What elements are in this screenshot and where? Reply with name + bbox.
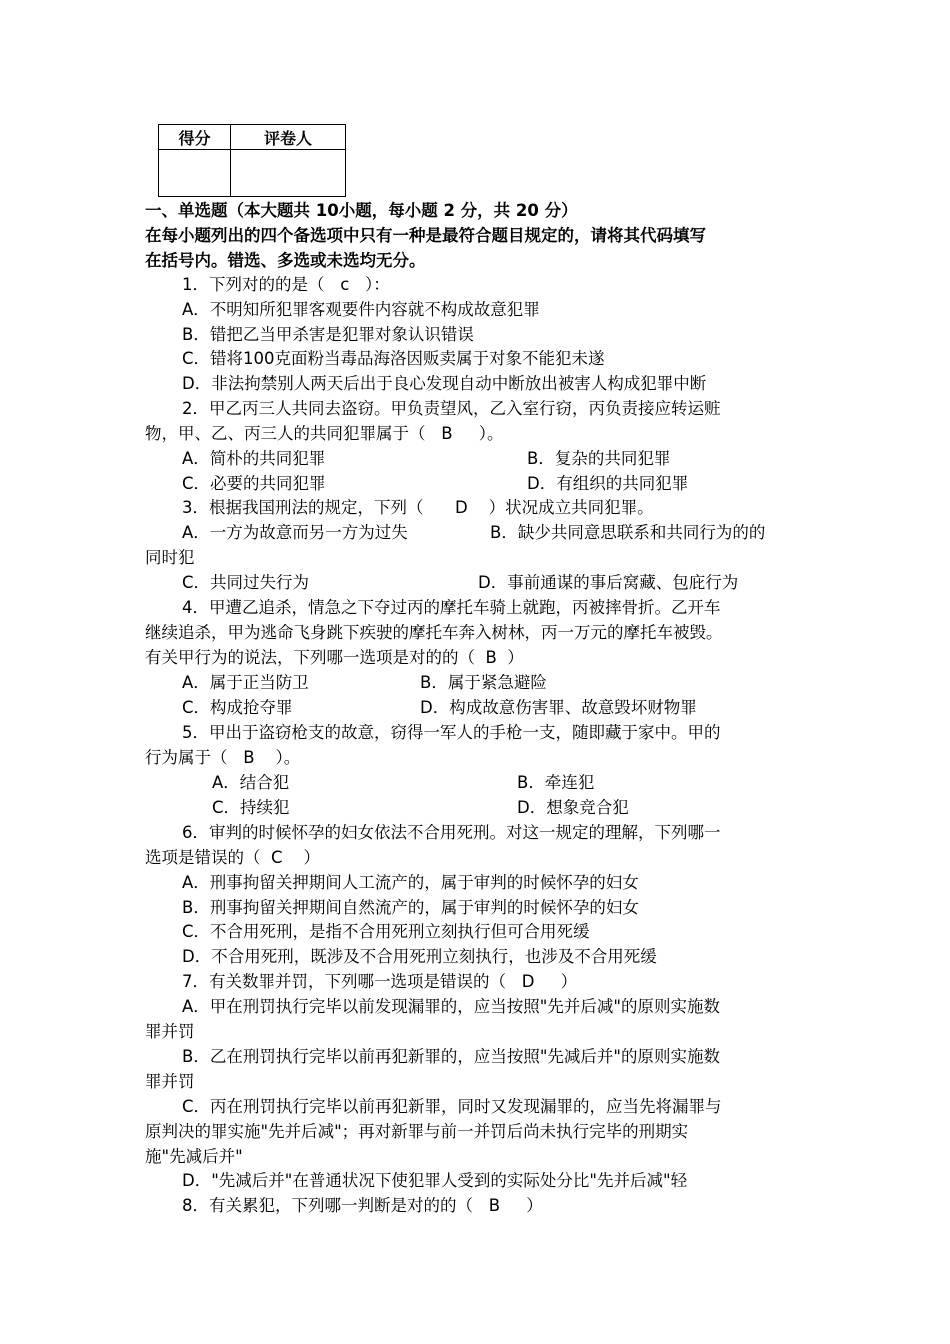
question-8: 8．有关累犯，下列哪一判断是对的的（ B ） (182, 1196, 543, 1215)
question-6: 6．审判的时候怀孕的妇女依法不合用死刑。对这一规定的理解，下列哪一 (182, 823, 721, 842)
option-3d: D．事前通谋的事后窝藏、包庇行为 (478, 573, 739, 592)
option-3c: C．共同过失行为 (182, 573, 310, 592)
option-1a: A．不明知所犯罪客观要件内容就不构成故意犯罪 (182, 300, 540, 319)
option-2c: C．必要的共同犯罪 (182, 474, 326, 493)
question-5: 5．甲出于盗窃枪支的故意，窃得一军人的手枪一支，随即藏于家中。甲的 (182, 723, 721, 742)
question-4-cont: 继续追杀，甲为逃命飞身跳下疾驶的摩托车奔入树林，丙一万元的摩托车被毁。 (145, 623, 723, 642)
option-7c-cont: 原判决的罪实施"先并后减"；再对新罪与前一并罚后尚未执行完毕的刑期实 (145, 1122, 689, 1141)
option-5b: B．牵连犯 (517, 773, 595, 792)
section-instruction: 在括号内。错选、多选或未选均无分。 (145, 251, 426, 270)
option-2b: B．复杂的共同犯罪 (527, 449, 671, 468)
option-2d: D．有组织的共同犯罪 (527, 474, 689, 493)
section-instruction: 在每小题列出的四个备选项中只有一种是最符合题目规定的，请将其代码填写 (145, 226, 706, 245)
question-5-cont: 行为属于（ B ）。 (145, 748, 301, 767)
option-4a: A．属于正当防卫 (182, 673, 309, 692)
question-3: 3．根据我国刑法的规定，下列（ D ）状况成立共同犯罪。 (182, 498, 654, 517)
grader-cell[interactable] (231, 150, 346, 197)
option-7c: C．丙在刑罚执行完毕以前再犯新罪，同时又发现漏罪的，应当先将漏罪与 (182, 1097, 722, 1116)
question-1: 1．下列对的的是（ c ）： (182, 275, 390, 294)
option-4d: D．构成故意伤害罪、故意毁坏财物罪 (420, 698, 697, 717)
option-6d: D．不合用死刑，既涉及不合用死刑立刻执行，也涉及不合用死缓 (182, 947, 657, 966)
option-6c: C．不合用死刑，是指不合用死刑立刻执行但可合用死缓 (182, 922, 590, 941)
option-3b: B．缺少共同意思联系和共同行为的的 (490, 523, 766, 542)
option-1c: C．错将100克面粉当毒品海洛因贩卖属于对象不能犯未遂 (182, 349, 605, 368)
score-header: 得分 (159, 125, 231, 150)
option-3b-cont: 同时犯 (145, 548, 195, 567)
option-1d: D．非法拘禁别人两天后出于良心发现自动中断放出被害人构成犯罪中断 (182, 374, 707, 393)
option-7b-cont: 罪并罚 (145, 1072, 195, 1091)
grader-header: 评卷人 (231, 125, 346, 150)
option-5a: A．结合犯 (212, 773, 290, 792)
question-6-cont: 选项是错误的（ C ） (145, 848, 320, 867)
option-6b: B．刑事拘留关押期间自然流产的，属于审判的时候怀孕的妇女 (182, 898, 639, 917)
option-7a-cont: 罪并罚 (145, 1022, 195, 1041)
section-title: 一、单选题（本大题共 10小题，每小题 2 分，共 20 分） (145, 201, 578, 220)
question-2: 2．甲乙丙三人共同去盗窃。甲负责望风，乙入室行窃，丙负责接应转运赃 (182, 399, 721, 418)
option-7b: B．乙在刑罚执行完毕以前再犯新罪的，应当按照"先减后并"的原则实施数 (182, 1047, 720, 1066)
option-6a: A．刑事拘留关押期间人工流产的，属于审判的时候怀孕的妇女 (182, 873, 639, 892)
option-1b: B．错把乙当甲杀害是犯罪对象认识错误 (182, 325, 474, 344)
option-7a: A．甲在刑罚执行完毕以前发现漏罪的，应当按照"先并后减"的原则实施数 (182, 997, 720, 1016)
question-4-cont: 有关甲行为的说法，下列哪一选项是对的的（ B ） (145, 648, 524, 667)
option-2a: A．简朴的共同犯罪 (182, 449, 326, 468)
question-4: 4．甲遭乙追杀，情急之下夺过丙的摩托车骑上就跑，丙被摔骨折。乙开车 (182, 598, 721, 617)
score-cell[interactable] (159, 150, 231, 197)
option-7d: D．"先减后并"在普通状况下使犯罪人受到的实际处分比"先并后减"轻 (182, 1171, 688, 1190)
question-2-cont: 物，甲、乙、丙三人的共同犯罪属于（ B ）。 (145, 424, 504, 443)
option-5c: C．持续犯 (212, 798, 290, 817)
option-7c-cont: 施"先减后并" (145, 1147, 243, 1166)
option-4c: C．构成抢夺罪 (182, 698, 293, 717)
option-5d: D．想象竞合犯 (517, 798, 629, 817)
question-7: 7．有关数罪并罚，下列哪一选项是错误的（ D ） (182, 972, 578, 991)
option-4b: B．属于紧急避险 (420, 673, 547, 692)
score-table (158, 124, 346, 197)
option-3a: A．一方为故意而另一方为过失 (182, 523, 408, 542)
